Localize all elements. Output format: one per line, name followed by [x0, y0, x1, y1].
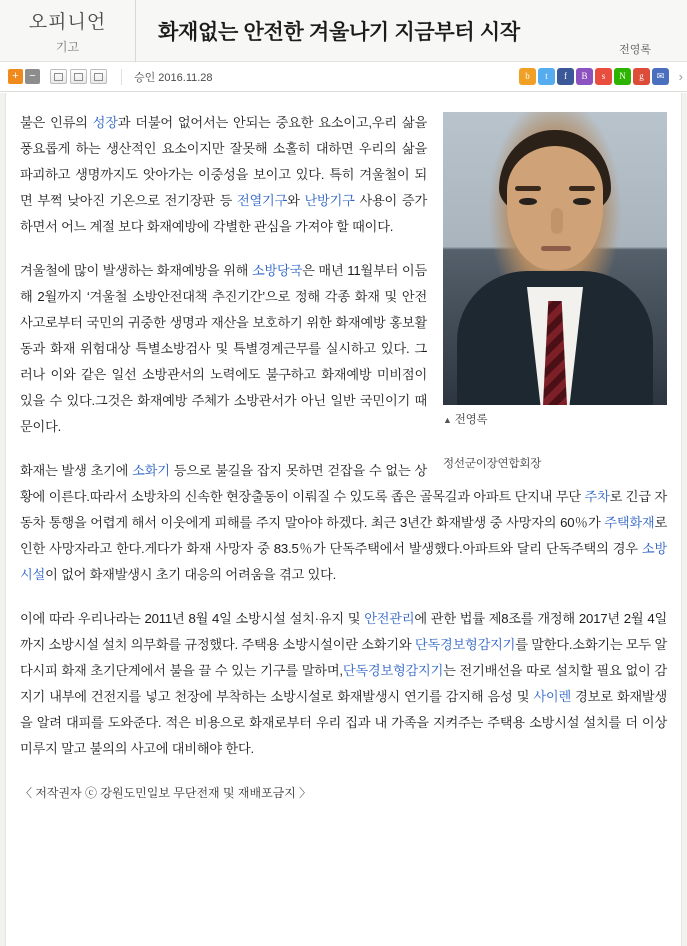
inline-keyword-link[interactable]: 성장 — [92, 115, 118, 130]
article-paragraph — [20, 606, 667, 762]
inline-keyword-link[interactable]: 사이렌 — [533, 689, 571, 704]
font-size-controls — [8, 69, 40, 84]
inline-keyword-link[interactable]: 소화기 — [132, 463, 170, 478]
author-affiliation: 정선군이장연합회장 — [443, 458, 542, 470]
share-twitter-icon[interactable]: t — [538, 68, 555, 85]
left-gutter — [0, 93, 6, 946]
caption-text: 전영록 — [454, 414, 488, 426]
section-category: 오피니언 — [28, 11, 107, 33]
next-article-arrow[interactable]: › — [678, 69, 683, 84]
photo-caption — [443, 411, 667, 429]
share-blog-icon[interactable]: b — [519, 68, 536, 85]
font-decrease-button[interactable]: − — [25, 69, 40, 84]
font-increase-button[interactable]: + — [8, 69, 23, 84]
paragraph-text: 이에 따라 우리나라는 2011년 8월 4일 소방시설 설치·유지 및 — [20, 611, 365, 626]
page-title: 화재없는 안전한 겨울나기 지금부터 시작 — [158, 20, 520, 44]
paragraph-text: 로 긴급 자동차 통행을 어렵게 해서 이웃에게 피해를 주지 말아야 하겠다. 최근 3년간 화재발생 중 사망자의 60％가 — [20, 489, 667, 530]
article-photo-block — [443, 112, 667, 473]
caption-marker-icon: ▲ — [443, 415, 452, 425]
article-toolbar — [0, 62, 687, 92]
paragraph-text: 와 — [287, 193, 305, 208]
inline-keyword-link[interactable]: 단독경보형감지기 — [414, 637, 516, 652]
print-icon[interactable] — [50, 69, 67, 84]
section-label — [0, 0, 136, 62]
paragraph-text: 에 관한 법률 제8조를 개정해 2017년 2월 4일까지 소방시설 설치 의무화를 규정했다. 주택용 소방시설이란 소화기와 — [20, 611, 668, 652]
inline-keyword-link[interactable]: 난방기구 — [304, 193, 355, 208]
paragraph-text: 로 인한 사망자라고 한다.게다가 화재 사망자 중 83.5％가 단독주택에서 발생했다.아파트와 달리 단독주택의 경우 — [20, 515, 667, 556]
share-buttons — [519, 68, 669, 85]
inline-keyword-link[interactable]: 안전관리 — [364, 611, 415, 626]
section-subcategory: 기고 — [55, 39, 80, 54]
paragraph-text: 경보로 화재발생을 알려 대피를 도와준다. 적은 비용으로 화재로부터 우리 집과 내 가족을 지켜주는 주택용 소방시설 설치를 더 이상 미루지 말고 불의의 사고에 대비해야 한다. — [20, 689, 668, 756]
mail-icon[interactable] — [90, 69, 107, 84]
paragraph-text: 를 말한다.소화기는 모두 알다시피 화재 초기단계에서 불을 끌 수 있는 기구를 말하며, — [20, 637, 667, 678]
share-band-icon[interactable]: B — [576, 68, 593, 85]
inline-keyword-link[interactable]: 전열기구 — [236, 193, 288, 208]
article-body — [0, 92, 687, 762]
paragraph-text: 사용이 증가하면서 어느 계절 보다 화재예방에 각별한 관심을 가져야 할 때이다. — [20, 193, 427, 234]
paragraph-text: 은 매년 11월부터 이듬해 2월까지 ‘겨울철 소방안전대책 추진기간’으로 정해 각종 화재 및 안전사고로부터 국민의 귀중한 생명과 재산을 보호하기 위한 화재예방 홍보활동과 화재 위험대상 특별소방검사 및 특별경계근무를 실시하고 있다. 그러나 이와 같은 일선 소방관서의 노력에도 불구하고 화재예방 미비점이 있을 수 있다.그것은 화재예방 주체가 소방관서가 아닌 일반 국민이기 때문이다. — [20, 263, 428, 434]
right-gutter — [681, 93, 687, 946]
inline-keyword-link[interactable]: 소방시설 — [20, 541, 667, 582]
paragraph-text: 는 전기배선을 따로 설치할 필요 없이 감지기 내부에 건전지를 넣고 천장에 부착하는 소방시설로 화재발생시 연기를 감지해 음성 및 — [20, 663, 667, 704]
article-header — [0, 0, 687, 62]
utility-icon-group — [50, 69, 107, 84]
copyright-notice: 〈 저작권자 ⓒ 강원도민일보 무단전재 및 재배포금지 〉 — [20, 786, 312, 800]
share-facebook-icon[interactable]: f — [557, 68, 574, 85]
share-more-icon[interactable]: ✉ — [652, 68, 669, 85]
inline-keyword-link[interactable]: 소방당국 — [251, 263, 303, 278]
share-googleplus-icon[interactable]: g — [633, 68, 650, 85]
inline-keyword-link[interactable]: 단독경보형감지기 — [342, 663, 444, 678]
inline-keyword-link[interactable]: 주택화재 — [604, 515, 655, 530]
paragraph-text: 겨울철에 많이 발생하는 화재예방을 위해 — [20, 263, 252, 278]
share-naver-icon[interactable]: N — [614, 68, 631, 85]
article-paragraph — [20, 458, 667, 588]
inline-keyword-link[interactable]: 주차 — [584, 489, 610, 504]
author-byline: 전영록 — [619, 44, 651, 56]
approval-date: 승인 2016.11.28 — [121, 69, 213, 85]
paragraph-text: 불은 인류의 — [20, 115, 93, 130]
share-kakaostory-icon[interactable]: s — [595, 68, 612, 85]
paragraph-text: 과 더불어 없어서는 안되는 중요한 요소이고,우리 삶을 풍요롭게 하는 생산적인 요소이지만 잘못해 소홀히 대하면 우리의 삶을 파괴하고 생명까지도 앗아가는 이중성을 보이고 있다. 특히 겨울철이 되면 부쩍 낮아진 기온으로 전기장판 등 — [20, 115, 427, 208]
portrait-photo — [443, 112, 667, 405]
scrap-icon[interactable] — [70, 69, 87, 84]
paragraph-text: 이 없어 화재발생시 초기 대응의 어려움을 겪고 있다. — [45, 567, 337, 582]
paragraph-text: 등으로 불길을 잡지 못하면 걷잡을 수 없는 상황에 이른다.따라서 소방차의 신속한 현장출동이 이뤄질 수 있도록 좁은 골목길과 아파트 단지내 무단 — [20, 463, 585, 504]
paragraph-text: 화재는 발생 초기에 — [20, 463, 133, 478]
